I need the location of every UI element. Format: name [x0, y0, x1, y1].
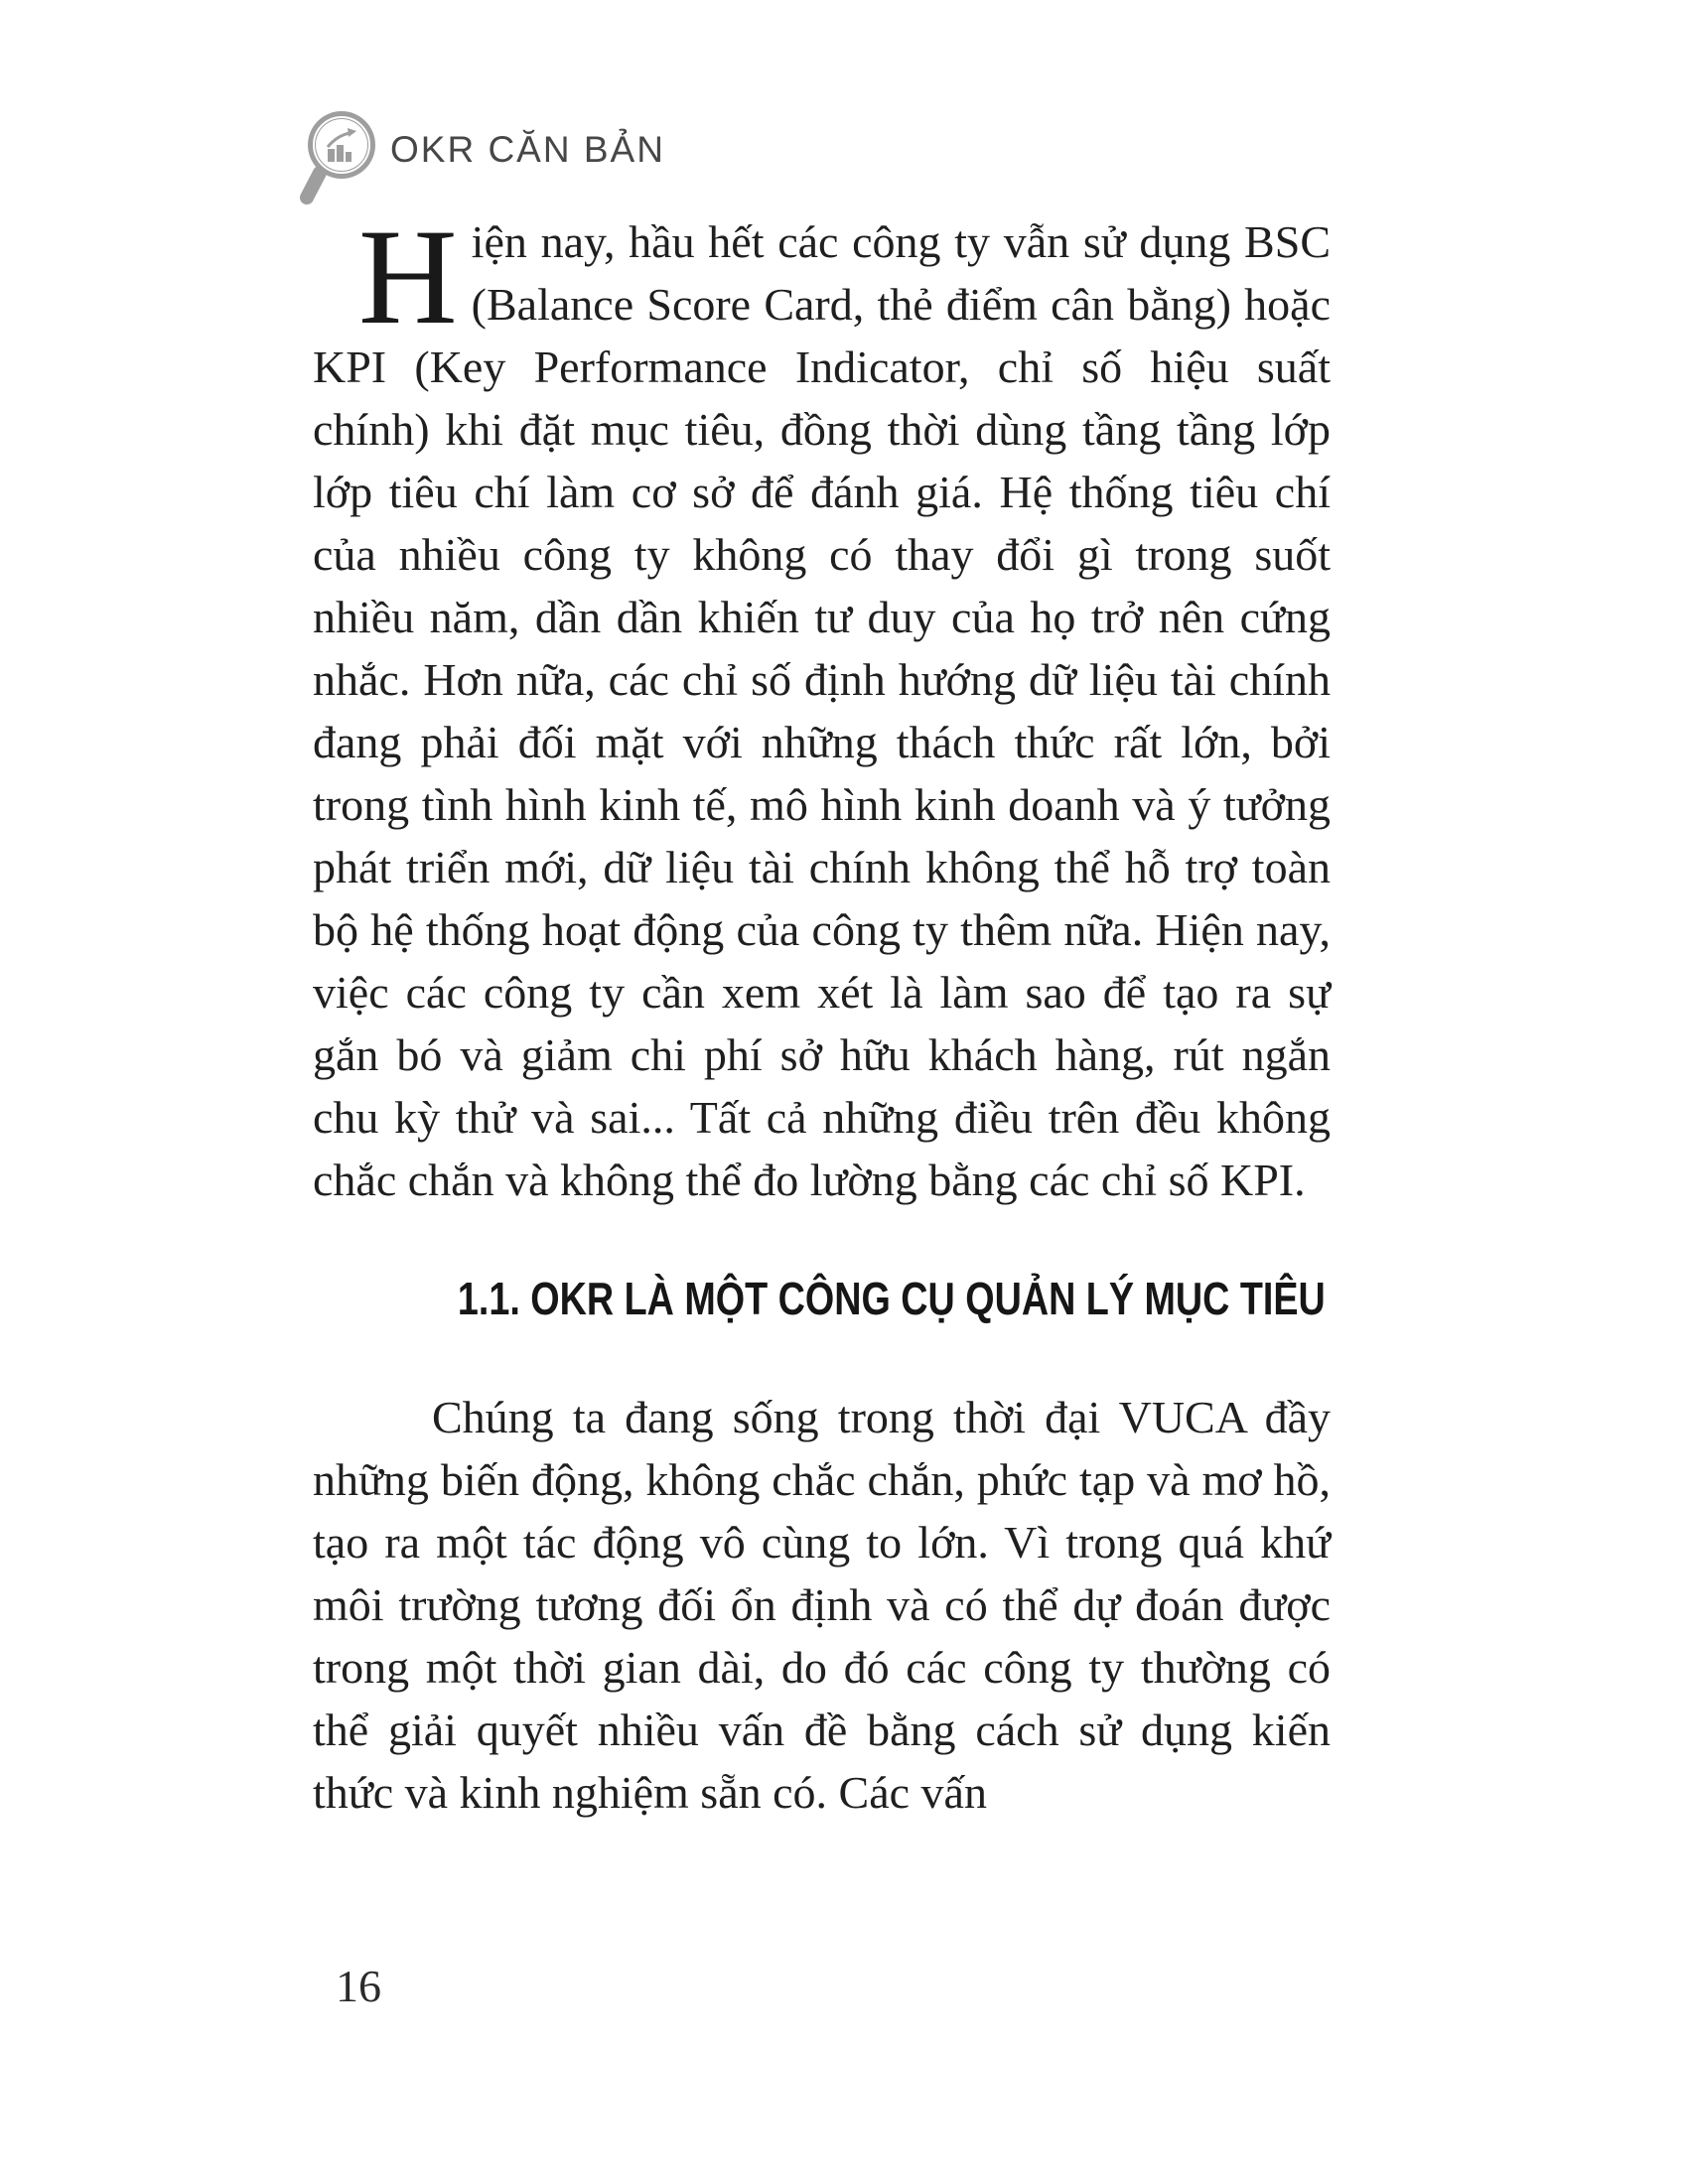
paragraph-1-text: iện nay, hầu hết các công ty vẫn sử dụng BSC (Balance Score Card, thẻ điểm cân bằng) hoặc KPI (Key Performance Indicator, chỉ số hiệu suất chính) khi đặt mục tiêu, đồng thời dùng tầng tầng lớp lớp tiêu chí làm cơ sở để đánh giá. Hệ thống tiêu chí của nhiều công ty không có thay đổi gì trong suốt nhiều năm, dần dần khiến tư duy của họ trở nên cứng nhắc. Hơn nữa, các chỉ số định hướng dữ liệu tài chính đang phải đối mặt với những thách thức rất lớn, bởi trong tình hình kinh tế, mô hình kinh doanh và ý tưởng phát triển mới, dữ liệu tài chính không thể hỗ trợ toàn bộ hệ thống hoạt động của công ty thêm nữa. Hiện nay, việc các công ty cần xem xét là làm sao để tạo ra sự gắn bó và giảm chi phí sở hữu khách hàng, rút ngắn chu kỳ thử và sai... Tất cả những điều trên đều không chắc chắn và không thể đo lường bằng các chỉ số KPI.	[313, 216, 1331, 1205]
running-header-title: OKR CĂN BẢN	[390, 129, 665, 170]
paragraph-2: Chúng ta đang sống trong thời đại VUCA đầy những biến động, không chắc chắn, phức tạp và mơ hồ, tạo ra một tác động vô cùng to lớn. Vì trong quá khứ môi trường tương đối ổn định và có thể dự đoán được trong một thời gian dài, do đó các công ty thường có thể giải quyết nhiều vấn đề bằng cách sử dụng kiến thức và kinh nghiệm sẵn có. Các vấn	[313, 1392, 1331, 1818]
magnifier-chart-icon	[299, 105, 378, 208]
section-heading-text: 1.1. OKR LÀ MỘT CÔNG CỤ QUẢN LÝ MỤC TIÊU	[457, 1273, 1326, 1324]
page-number: 16	[336, 1961, 381, 2011]
paragraph-1	[313, 201, 1331, 1211]
drop-cap: H	[358, 201, 458, 352]
section-heading	[313, 1269, 1331, 1328]
text-column	[313, 201, 1331, 1824]
